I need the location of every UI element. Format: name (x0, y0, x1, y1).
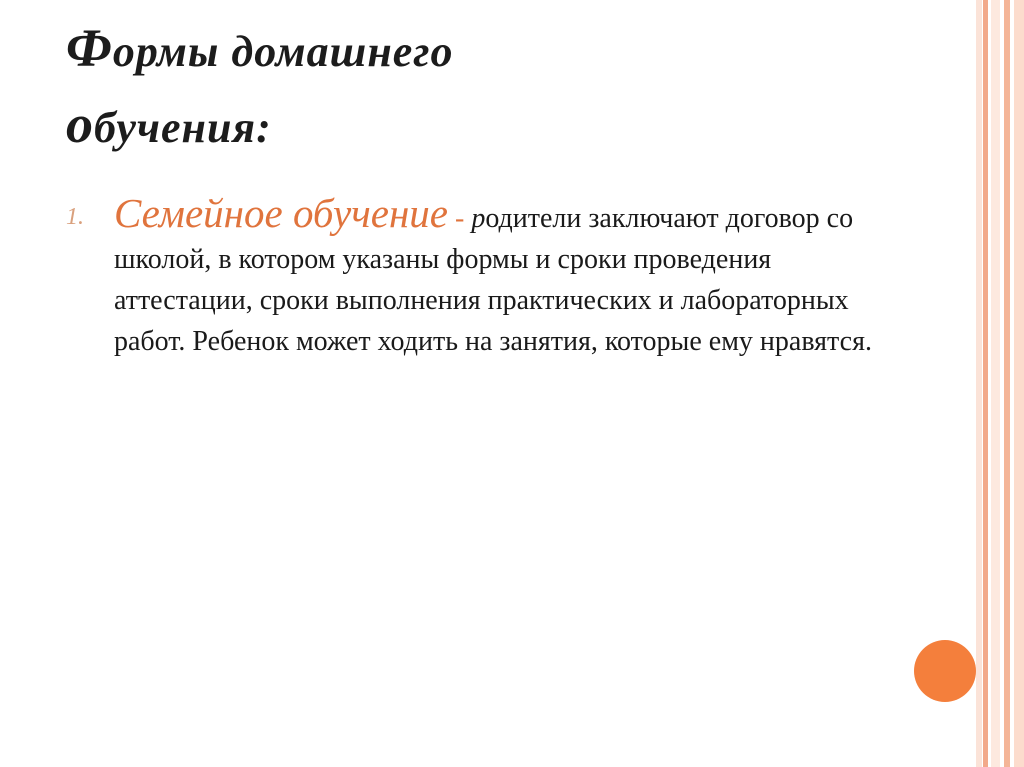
slide-title-line-1: Формы домашнего (66, 18, 454, 78)
numbered-list (66, 188, 886, 362)
list-item-separator: - (455, 203, 465, 234)
list-item-description: заключают договор со школой, в котором указаны формы и сроки проведения аттестации, сроки выполнения практических и лабораторных работ. Ребенок может ходить на занятия, которые ему нравятся. (114, 203, 872, 357)
slide-title (66, 12, 926, 164)
decorative-stripe (1004, 0, 1010, 767)
decorative-stripe (1014, 0, 1024, 767)
decorative-circle (914, 640, 976, 702)
decorative-stripe (976, 0, 982, 767)
list-item-body (114, 188, 886, 362)
list-item-term: Семейное обучение (114, 190, 448, 236)
list-item-first-word: одители (485, 203, 582, 234)
list-item-first-letter: р (471, 203, 486, 234)
list-item-number: 1. (66, 204, 84, 230)
list-item (66, 188, 886, 362)
slide-title-line-2: обучения: (66, 94, 272, 154)
decorative-stripe (983, 0, 988, 767)
decorative-stripe (991, 0, 1000, 767)
